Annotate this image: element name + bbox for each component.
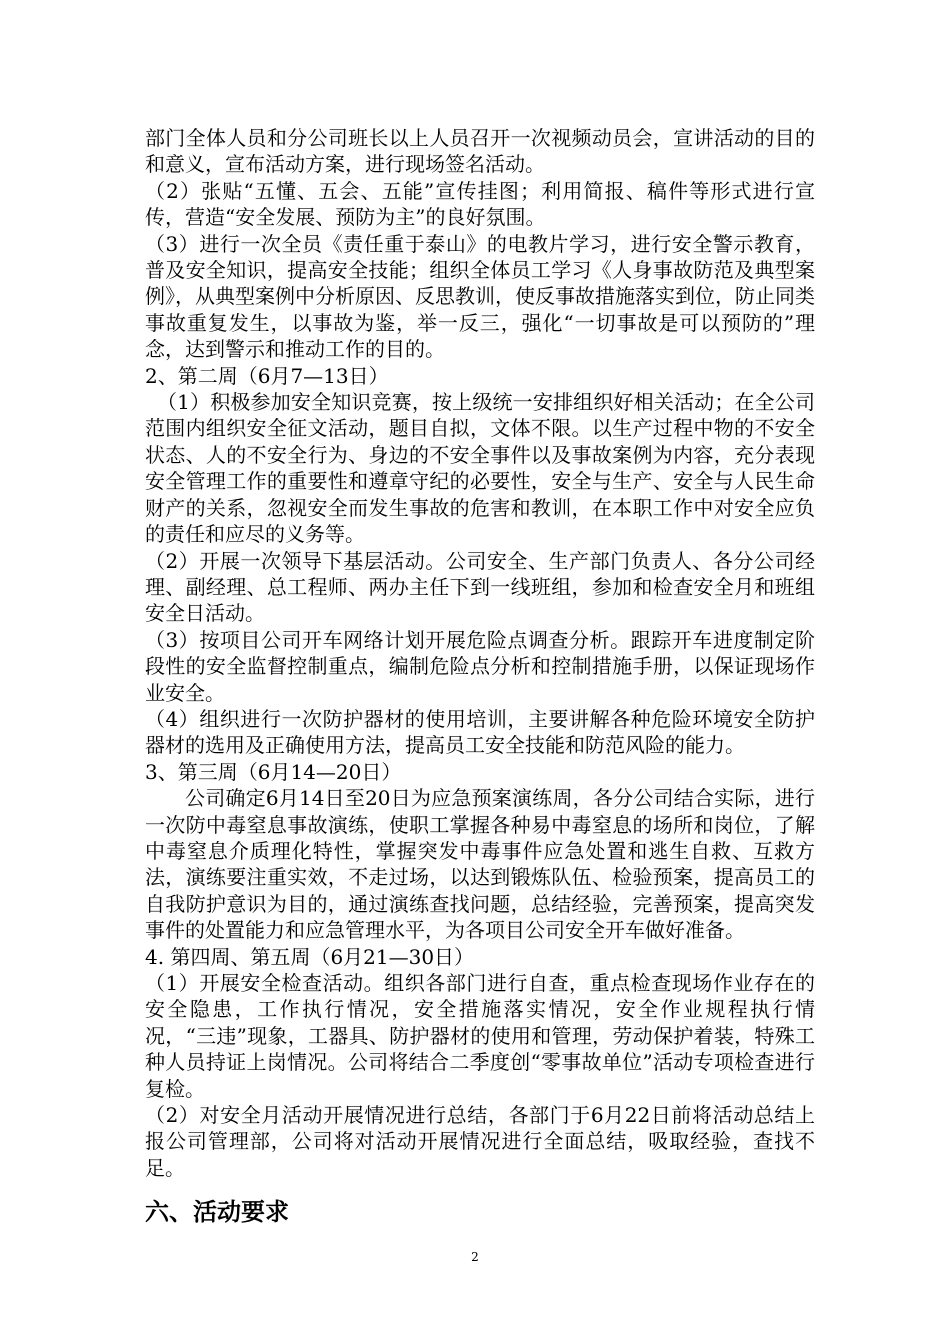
paragraph-video-study: （3）进行一次全员《责任重于泰山》的电教片学习，进行安全警示教育，普及安全知识，提高安全技能；组织全体员工学习《人身事故防范及典型案例》，从典型案例中分析原因、反思教训，使反事故措施落实到位，防止同类事故重复发生，以事故为鉴，举一反三，强化“一切事故是可以预防的”理念，达到警示和推动工作的目的。 (145, 231, 815, 362)
paragraph-mobilization-meeting: 部门全体人员和分公司班长以上人员召开一次视频动员会，宣讲活动的目的和意义，宣布活动方案，进行现场签名活动。 (145, 126, 815, 177)
paragraph-leader-visit: （2）开展一次领导下基层活动。公司安全、生产部门负责人、各分公司经理、副经理、总工程师、两办主任下到一线班组，参加和检查安全月和班组安全日活动。 (145, 548, 815, 626)
heading-week-two: 2、第二周（6月7—13日） (145, 363, 389, 388)
section-title-requirements: 六、活动要求 (145, 1198, 289, 1227)
heading-week-three: 3、第三周（6月14—20日） (145, 759, 402, 784)
paragraph-hazard-analysis: （3）按项目公司开车网络计划开展危险点调查分析。跟踪开车进度制定阶段性的安全监督控制重点，编制危险点分析和控制措施手册，以保证现场作业安全。 (145, 627, 815, 705)
paragraph-emergency-drill: 公司确定6月14日至20日为应急预案演练周，各分公司结合实际，进行一次防中毒窒息事故演练，使职工掌握各种易中毒窒息的场所和岗位，了解中毒窒息介质理化特性，掌握突发中毒事件应急处置和逃生自救、互救方法，演练要注重实效，不走过场，以达到锻炼队伍、检验预案，提高员工的自我防护意识为目的，通过演练查找问题，总结经验，完善预案，提高突发事件的处置能力和应急管理水平，为各项目公司安全开车做好准备。 (145, 786, 815, 943)
page-number: 2 (471, 1250, 479, 1264)
paragraph-summary: （2）对安全月活动开展情况进行总结，各部门于6月22日前将活动总结上报公司管理部，公司将对活动开展情况进行全面总结，吸取经验，查找不足。 (145, 1103, 815, 1180)
heading-week-four-five: 4. 第四周、第五周（6月21—30日） (145, 944, 475, 969)
paragraph-equipment-training: （4）组织进行一次防护器材的使用培训，主要讲解各种危险环境安全防护器材的选用及正确使用方法，提高员工安全技能和防范风险的能力。 (145, 706, 815, 758)
document-body (145, 125, 815, 1229)
paragraph-knowledge-contest: （1）积极参加安全知识竞赛，按上级统一安排组织好相关活动；在全公司范围内组织安全征文活动，题目自拟，文体不限。以生产过程中物的不安全状态、人的不安全行为、身边的不安全事件以及事故案例为内容，充分表现安全管理工作的重要性和遵章守纪的必要性，安全与生产、安全与人民生命财产的关系，忽视安全而发生事故的危害和教训，在本职工作中对安全应负的责任和应尽的义务等。 (145, 390, 815, 547)
paragraph-safety-inspection: （1）开展安全检查活动。组织各部门进行自查，重点检查现场作业存在的安全隐患，工作执行情况，安全措施落实情况，安全作业规程执行情况，“三违”现象，工器具、防护器材的使用和管理，劳动保护着装，特殊工种人员持证上岗情况。公司将结合二季度创“零事故单位”活动专项检查进行复检。 (145, 971, 815, 1101)
paragraph-posters: （2）张贴“五懂、五会、五能”宣传挂图；利用简报、稿件等形式进行宣传，营造“安全发展、预防为主”的良好氛围。 (145, 178, 815, 230)
